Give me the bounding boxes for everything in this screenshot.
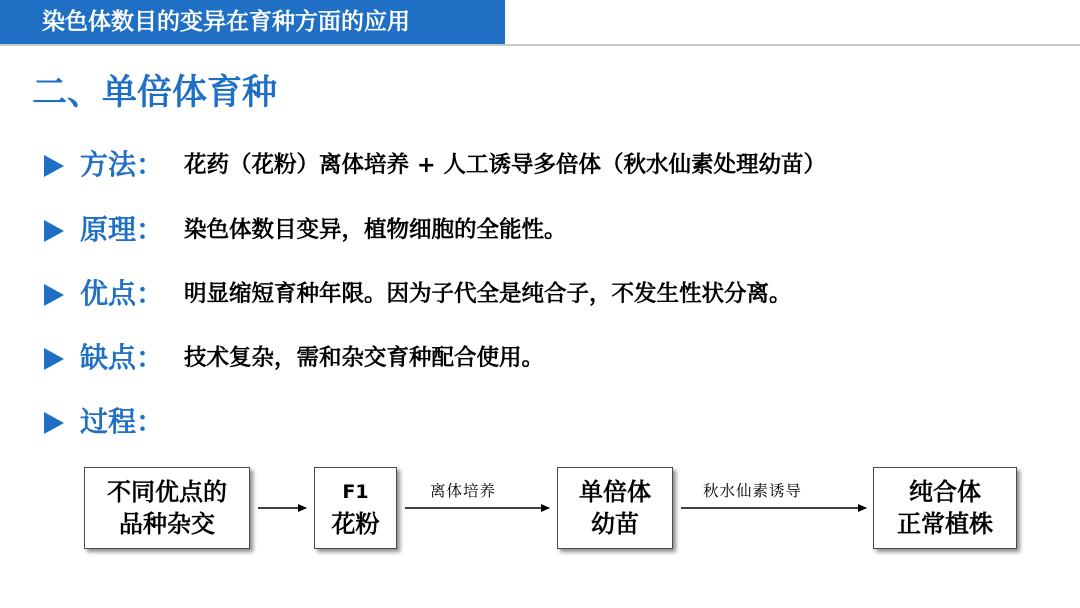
bullet-label: 缺点： bbox=[80, 341, 165, 374]
flow-node-hybrid bbox=[84, 467, 250, 549]
flow-node-line: 品种杂交 bbox=[119, 510, 215, 538]
bullet-text: 染色体数目变异，植物细胞的全能性。 bbox=[184, 217, 567, 243]
header-title: 染色体数目的变异在育种方面的应用 bbox=[42, 9, 410, 35]
flow-node-line: 正常植株 bbox=[897, 510, 993, 538]
flow-edge-label: 秋水仙素诱导 bbox=[703, 482, 803, 500]
bullet-label: 方法： bbox=[80, 148, 165, 181]
flow-node-f1-pollen bbox=[314, 467, 397, 549]
flow-node-line: 单倍体 bbox=[579, 478, 651, 506]
bullet-label: 优点： bbox=[80, 277, 165, 310]
bullet-label: 原理： bbox=[80, 213, 165, 246]
flow-node-line: F1 bbox=[342, 481, 369, 503]
bullet-text: 明显缩短育种年限。因为子代全是纯合子，不发生性状分离。 bbox=[184, 281, 792, 307]
flow-edge-label: 离体培养 bbox=[430, 482, 497, 500]
flow-node-line: 幼苗 bbox=[591, 510, 639, 538]
flow-node-homozygous-plant bbox=[873, 467, 1017, 549]
bullet-label: 过程： bbox=[80, 405, 165, 438]
bullet-text: 技术复杂，需和杂交育种配合使用。 bbox=[184, 345, 545, 371]
flow-node-line: 花粉 bbox=[331, 510, 380, 538]
section-title: 二、单倍体育种 bbox=[32, 73, 278, 113]
flow-node-line: 纯合体 bbox=[909, 478, 981, 506]
bullet-text: 花药（花粉）离体培养 + 人工诱导多倍体（秋水仙素处理幼苗） bbox=[184, 152, 827, 178]
flow-node-line: 不同优点的 bbox=[107, 478, 227, 506]
flow-node-haploid-seedling bbox=[557, 467, 673, 549]
